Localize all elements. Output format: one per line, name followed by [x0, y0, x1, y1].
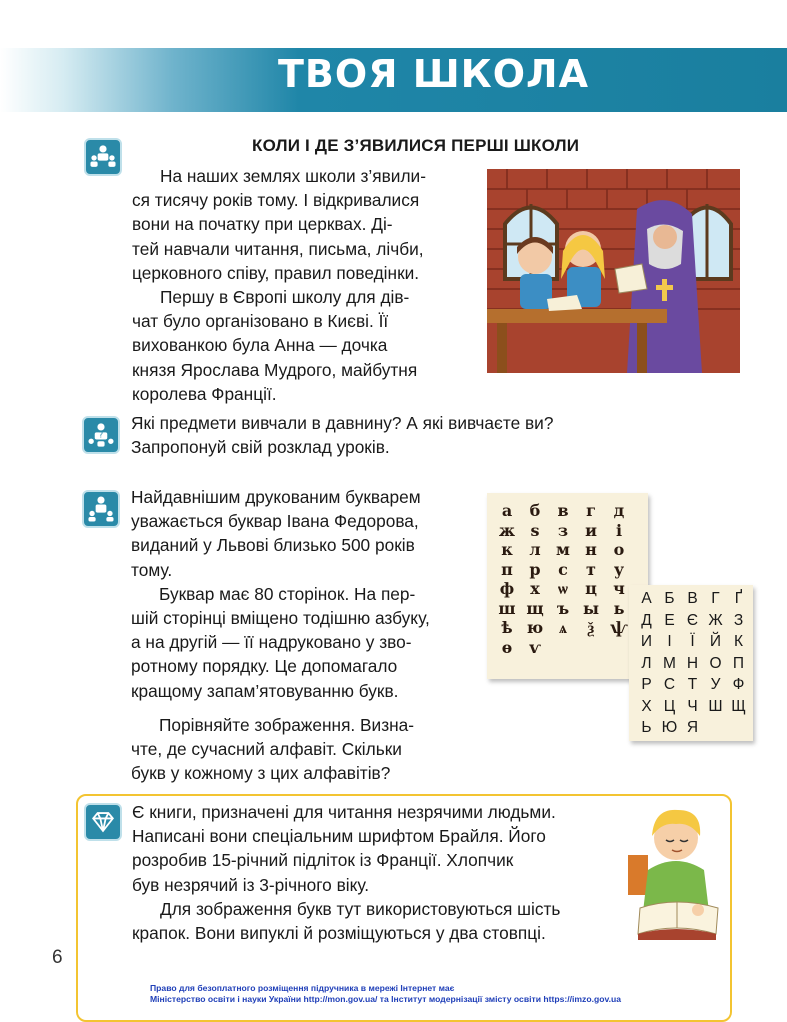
- old-letter: ы: [582, 598, 600, 618]
- text-line: розробив 15-річний підліток із Франції. Хлопчик: [132, 850, 514, 871]
- modern-alphabet-card: [629, 585, 753, 741]
- old-letter: ж: [498, 520, 516, 540]
- modern-letter: И: [640, 633, 653, 650]
- section-heading: КОЛИ І ДЕ З’ЯВИЛИСЯ ПЕРШІ ШКОЛИ: [252, 136, 580, 155]
- modern-alphabet-grid: [635, 590, 750, 741]
- old-letter: и: [585, 520, 597, 540]
- boy-reading-illustration: [620, 800, 732, 945]
- old-letter: ч: [613, 579, 625, 598]
- old-letter: ш: [498, 598, 516, 618]
- old-letter: ѧ: [559, 618, 567, 637]
- text-line: кращому запам’ятовуванню букв.: [131, 680, 399, 701]
- old-letter: ѱ: [610, 618, 628, 637]
- modern-letter: К: [733, 633, 744, 650]
- text-line: був незрячий із 3-річного віку.: [132, 874, 370, 895]
- old-letter: т: [586, 559, 596, 579]
- page-number: 6: [52, 947, 63, 968]
- info-text: [132, 800, 617, 945]
- old-letter: к: [501, 540, 513, 559]
- text-line: тому.: [131, 559, 173, 580]
- text-line: крапок. Вони випуклі й розміщуються у два стовпці.: [132, 923, 546, 944]
- title-banner: [0, 48, 787, 112]
- text-line: ся тисячу років тому. І відкривалися: [132, 190, 420, 211]
- text-line: тей навчали читання, письма, лічби,: [132, 238, 424, 259]
- section2-text: [131, 485, 476, 785]
- old-letter: х: [530, 579, 540, 598]
- modern-letter: І: [667, 633, 672, 650]
- old-letter: ѕ: [530, 520, 540, 540]
- text-line: чте, де сучасний алфавіт. Скільки: [131, 739, 402, 760]
- text-line: уважається буквар Івана Федорова,: [131, 511, 419, 532]
- old-letter: д: [613, 501, 625, 520]
- classroom-illustration: [487, 169, 740, 373]
- page-title: ТВОЯ ШКОЛА: [278, 52, 589, 96]
- footer-notice: [150, 983, 621, 1005]
- old-letter: о: [613, 540, 625, 559]
- text-line: На наших землях школи з’явили-: [160, 166, 426, 186]
- modern-letter: У: [710, 676, 721, 693]
- modern-letter: Ґ: [734, 590, 743, 607]
- text-line: Першу в Європі школу для дів-: [160, 287, 410, 308]
- old-letter: ѳ: [501, 637, 513, 657]
- text-line: Є книги, призначені для читання незрячими людьми.: [132, 802, 556, 822]
- text-line: вихованкою була Анна — дочка: [132, 335, 388, 356]
- modern-letter: Т: [687, 676, 698, 693]
- text-line: церковного співу, правил поведінки.: [132, 262, 420, 283]
- old-letter: ю: [526, 618, 544, 637]
- modern-letter: С: [663, 676, 676, 693]
- text-line: Буквар має 80 сторінок. На пер-: [159, 583, 416, 604]
- modern-letter: В: [687, 590, 698, 607]
- text-line: Які предмети вивчали в давнину? А які вивчаєте ви?: [131, 413, 554, 433]
- text-line: шій сторінці вміщено тодішню азбуку,: [131, 608, 430, 629]
- text-line: ротному порядку. Це допомагало: [131, 656, 398, 677]
- old-letter: ѵ: [529, 637, 541, 657]
- old-letter: ф: [499, 579, 515, 598]
- modern-letter: Р: [641, 676, 652, 693]
- text-line: Порівняйте зображення. Визна-: [159, 714, 415, 735]
- old-alphabet-card: [487, 493, 648, 679]
- text-line: чат було організовано в Києві. Її: [132, 311, 389, 332]
- modern-letter: А: [641, 590, 652, 607]
- modern-letter: Г: [711, 590, 720, 607]
- question-text: [131, 411, 631, 459]
- modern-letter: Ь: [641, 719, 652, 736]
- footer-line: Право для безоплатного розміщення підручника в мережі Інтернет має: [150, 983, 455, 993]
- modern-letter: Ф: [732, 676, 745, 693]
- old-letter: з: [557, 520, 569, 540]
- modern-letter: Ї: [690, 633, 695, 650]
- text-line: виданий у Львові близько 500 років: [131, 535, 415, 556]
- modern-letter: Б: [664, 590, 675, 607]
- old-letter: б: [529, 501, 541, 520]
- svg-text:?: ?: [98, 430, 104, 440]
- old-letter: у: [613, 559, 625, 579]
- question-puzzle-icon: [82, 416, 120, 454]
- old-letter: ѣ: [501, 618, 513, 637]
- modern-letter: Є: [686, 611, 699, 629]
- modern-letter: Ю: [661, 719, 678, 736]
- old-alphabet-grid: [493, 501, 633, 657]
- text-line: королева Франції.: [132, 383, 277, 404]
- modern-letter: Ж: [708, 611, 723, 629]
- modern-letter: Й: [709, 633, 722, 650]
- modern-letter: Ч: [687, 697, 698, 715]
- modern-letter: Х: [641, 697, 652, 715]
- modern-letter: Н: [686, 654, 699, 672]
- old-letter: ѯ: [587, 618, 595, 637]
- pair-work-icon: [82, 490, 120, 528]
- old-letter: п: [501, 559, 513, 579]
- old-letter: р: [529, 559, 541, 579]
- text-line: букв у кожному з цих алфавітів?: [131, 763, 391, 784]
- old-letter: м: [556, 540, 570, 559]
- text-line: Найдавнішим друкованим букварем: [131, 487, 421, 507]
- modern-letter: М: [663, 654, 676, 672]
- modern-letter: Е: [664, 611, 675, 629]
- modern-letter: Я: [686, 719, 699, 736]
- old-letter: н: [585, 540, 597, 559]
- text-line: вони на початку при церквах. Ді-: [132, 214, 393, 235]
- modern-letter: Ц: [663, 697, 676, 715]
- text-line: Написані вони спеціальним шрифтом Брайля. Його: [132, 826, 546, 847]
- modern-letter: З: [733, 611, 744, 629]
- section1-text: [132, 164, 478, 406]
- old-letter: в: [557, 501, 569, 520]
- old-letter: г: [586, 501, 596, 520]
- modern-letter: Ш: [708, 697, 723, 715]
- text-line: князя Ярослава Мудрого, майбутня: [132, 359, 418, 380]
- modern-letter: Щ: [731, 697, 746, 715]
- group-work-icon: [84, 138, 122, 176]
- old-letter: с: [558, 559, 568, 579]
- old-letter: і: [615, 520, 623, 540]
- text-line: Для зображення букв тут використовуються шість: [160, 898, 561, 919]
- old-letter: а: [501, 501, 513, 520]
- old-letter: ѡ: [558, 579, 568, 598]
- modern-letter: Л: [641, 654, 652, 672]
- old-letter: щ: [526, 598, 544, 618]
- text-line: Запропонуй свій розклад уроків.: [131, 437, 390, 458]
- old-letter: л: [529, 540, 541, 559]
- old-letter: ц: [585, 579, 597, 598]
- old-letter: ъ: [556, 598, 570, 618]
- old-letter: ь: [613, 598, 625, 618]
- text-line: а на другій — її надруковано у зво-: [131, 632, 412, 653]
- modern-letter: П: [732, 654, 745, 672]
- modern-letter: О: [709, 654, 722, 672]
- diamond-icon: [84, 803, 122, 841]
- footer-line: Міністерство освіти і науки України http://mon.gov.ua/ та Інститут модернізації змісту освіти https://imzo.gov.ua: [150, 994, 622, 1004]
- modern-letter: Д: [641, 611, 652, 629]
